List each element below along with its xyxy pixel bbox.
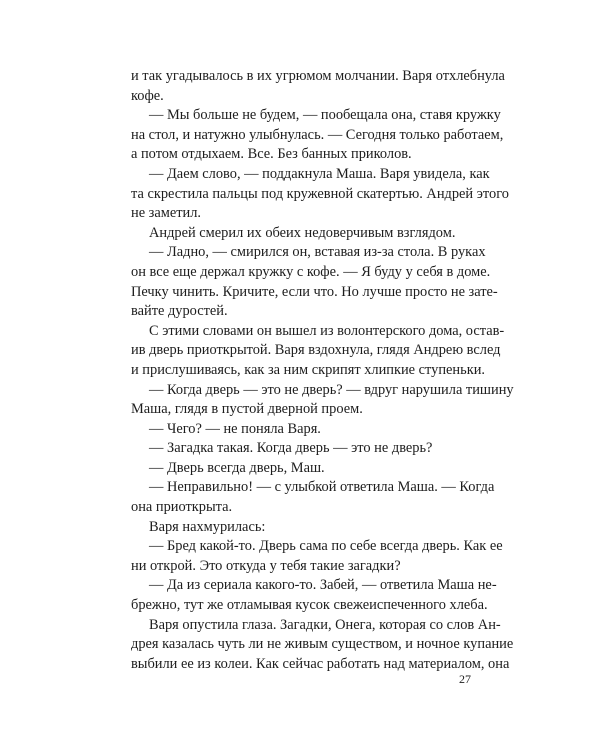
paragraph [131, 537, 503, 576]
paragraph [131, 224, 471, 244]
text-line: — Чего? — не поняла Варя. [149, 420, 321, 437]
text-line: Андрей смерил их обеих недоверчивым взглядом. [149, 224, 456, 241]
paragraph [131, 420, 471, 440]
text-line: и так угадывалось в их угрюмом молчании. Варя отхлебнула [131, 68, 505, 84]
paragraph [131, 243, 498, 321]
body-text [131, 67, 514, 674]
text-line: — Да из сериала какого-то. Забей, — ответила Маша не- [149, 577, 497, 594]
paragraph [131, 106, 504, 165]
text-line: ив дверь приоткрытой. Варя вздохнула, глядя Андрею вслед [131, 342, 501, 359]
text-line: и прислушиваясь, как за ним скрипят хлипкие ступеньки. [131, 361, 485, 378]
text-line: ни открой. Это откуда у тебя такие загадки? [131, 557, 401, 574]
text-line: — Мы больше не будем, — пообещала она, ставя кружку [149, 107, 501, 124]
text-line: а потом отдыхаем. Все. Без банных приколов. [131, 146, 412, 163]
text-line: кофе. [131, 87, 164, 104]
paragraph [131, 518, 471, 538]
paragraph [131, 459, 471, 479]
text-line: дрея казалась чуть ли не живым существом, и ночное купание [131, 636, 514, 653]
paragraph [131, 478, 495, 517]
text-line: не заметил. [131, 205, 202, 222]
text-line: — Загадка такая. Когда дверь — это не дверь? [149, 440, 433, 457]
text-line: выбили ее из колеи. Как сейчас работать над материалом, она [131, 655, 510, 672]
text-line: — Неправильно! — с улыбкой ответила Маша. — Когда [149, 479, 495, 496]
text-line: С этими словами он вышел из волонтерского дома, остав- [149, 322, 505, 339]
text-line: Варя опустила глаза. Загадки, Онега, которая со слов Ан- [149, 616, 501, 633]
text-line: он все еще держал кружку с кофе. — Я буду у себя в доме. [131, 263, 491, 280]
paragraph [131, 381, 514, 420]
text-line: та скрестила пальцы под кружевной скатертью. Андрей этого [131, 185, 509, 202]
text-line: Варя нахмурилась: [149, 518, 266, 535]
paragraph [131, 322, 505, 381]
text-line: — Дверь всегда дверь, Маш. [149, 459, 325, 476]
text-line: вайте дуростей. [131, 303, 228, 320]
text-line: Печку чинить. Кричите, если что. Но лучше просто не зате- [131, 283, 498, 300]
text-line: Маша, глядя в пустой дверной проем. [131, 401, 363, 418]
text-line: на стол, и натужно улыбнулась. — Сегодня только работаем, [131, 126, 504, 143]
paragraph [131, 439, 471, 459]
paragraph [131, 165, 509, 224]
text-line: — Ладно, — смирился он, вставая из-за стола. В руках [149, 244, 486, 261]
text-line: — Даем слово, — поддакнула Маша. Варя увидела, как [149, 165, 490, 182]
paragraph [131, 576, 497, 615]
page-number: 27 [459, 672, 471, 686]
text-line: брежно, тут же отламывая кусок свежеиспеченного хлеба. [131, 597, 488, 614]
paragraph [131, 67, 505, 106]
paragraph [131, 616, 514, 675]
text-line: — Когда дверь — это не дверь? — вдруг нарушила тишину [149, 381, 514, 398]
text-line: она приоткрыта. [131, 499, 233, 516]
text-line: — Бред какой-то. Дверь сама по себе всегда дверь. Как ее [149, 538, 503, 555]
